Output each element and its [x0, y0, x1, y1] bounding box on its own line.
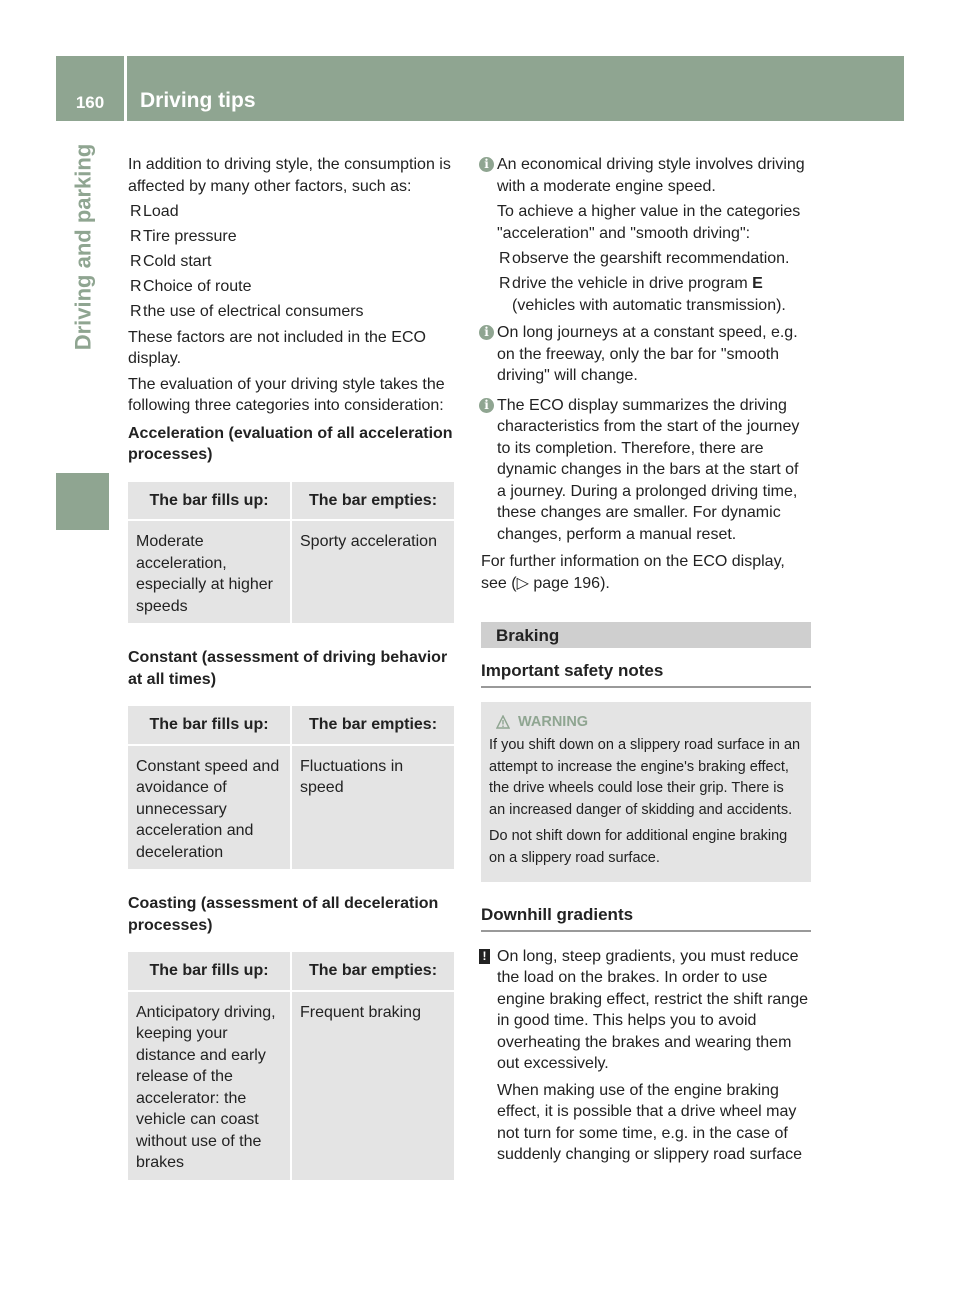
info-text: The ECO display summarizes the driving characteristics from the start of the journey to its completion. Therefore, there are dynamic changes in the bars at the start of a journey. During a prolonged driving time, these changes are smaller. For dynamic changes, perform a manual reset.	[497, 396, 800, 543]
list-item-text: drive the vehicle in drive program	[512, 275, 753, 292]
header-divider	[124, 56, 127, 121]
acceleration-table	[126, 482, 456, 624]
safety-notes-heading: Important safety notes	[481, 660, 811, 688]
list-item	[128, 226, 458, 248]
info-text: On long journeys at a constant speed, e.g. on the freeway, only the bar for "smooth driving" will change.	[497, 324, 798, 384]
table-header-fills: The bar fills up:	[128, 952, 290, 992]
notice-note	[481, 946, 811, 1166]
table-header-empties: The bar empties:	[292, 706, 454, 746]
table-header-fills: The bar fills up:	[128, 706, 290, 746]
table-cell-fills: Constant speed and avoidance of unnecessary acceleration and deceleration	[128, 746, 290, 870]
right-column	[481, 154, 811, 1171]
side-tab-label: Driving and parking	[70, 143, 96, 351]
table-cell-empties: Fluctuations in speed	[292, 746, 454, 870]
list-item	[497, 273, 811, 316]
page-reference-link[interactable]: page 196).	[528, 574, 610, 592]
list-item	[128, 301, 458, 323]
further-info	[481, 551, 811, 594]
warning-box	[481, 702, 811, 883]
exclamation-icon: !	[479, 949, 490, 964]
table-cell-fills: Anticipatory driving, keeping your distance and early release of the accelerator: the vehicle can coast without use of the brakes	[128, 992, 290, 1180]
warning-title-row	[489, 712, 803, 734]
warning-triangle-icon	[496, 715, 510, 729]
category-heading-coasting: Coasting (assessment of all deceleration processes)	[128, 895, 439, 934]
drive-program-label: E	[752, 275, 763, 292]
header-title: Driving tips	[140, 89, 256, 112]
info-subtext: To achieve a higher value in the categories "acceleration" and "smooth driving":	[497, 203, 801, 242]
notice-text: When making use of the engine braking effect, it is possible that a drive wheel may not turn for some time, e.g. in the case of suddenly changing or slippery road surface	[497, 1081, 803, 1163]
factors-list	[128, 201, 458, 323]
bullet-marker: R	[130, 278, 142, 295]
category-heading-constant: Constant (assessment of driving behavior at all times)	[128, 649, 448, 688]
category-heading-acceleration: Acceleration (evaluation of all acceleration processes)	[128, 424, 453, 463]
eco-note: These factors are not included in the ECO display.	[128, 328, 426, 367]
left-column	[128, 154, 458, 1204]
notice-text: On long, steep gradients, you must reduce the load on the brakes. In order to use engine braking effect, restrict the shift range in good time. This helps you to avoid overheating the brakes and wearing them out excessively.	[497, 947, 808, 1072]
further-info-text: For further information on the ECO display, see (	[481, 553, 785, 592]
evaluation-note: The evaluation of your driving style takes the following three categories into consideration:	[128, 375, 445, 414]
bullet-marker: R	[499, 250, 511, 267]
bullet-marker: R	[130, 303, 142, 320]
list-item-text: Load	[143, 203, 179, 220]
table-row	[128, 521, 454, 623]
bullet-marker: R	[130, 203, 142, 220]
coasting-table	[126, 952, 456, 1180]
list-item-text: Choice of route	[143, 278, 252, 295]
info-icon: i	[479, 398, 494, 413]
side-tab-marker	[56, 473, 109, 530]
info-icon: i	[479, 325, 494, 340]
list-item	[128, 201, 458, 223]
page-ref-arrow-icon: ▷	[516, 574, 529, 592]
warning-text: Do not shift down for additional engine braking on a slippery road surface.	[489, 828, 788, 866]
page-number: 160	[75, 93, 105, 112]
info-note	[481, 395, 811, 546]
table-header-fills: The bar fills up:	[128, 482, 290, 522]
info-icon: i	[479, 157, 494, 172]
list-item-text: Cold start	[143, 253, 212, 270]
info-text: An economical driving style involves driving with a moderate engine speed.	[497, 156, 805, 195]
list-item-text: the use of electrical consumers	[143, 303, 364, 320]
table-cell-empties: Sporty acceleration	[292, 521, 454, 623]
table-cell-fills: Moderate acceleration, especially at higher speeds	[128, 521, 290, 623]
bullet-marker: R	[130, 253, 142, 270]
info-note	[481, 154, 811, 316]
intro-text: In addition to driving style, the consumption is affected by many other factors, such as:	[128, 156, 451, 195]
table-header-empties: The bar empties:	[292, 482, 454, 522]
info-bullets	[497, 248, 811, 316]
table-cell-empties: Frequent braking	[292, 992, 454, 1180]
table-header-empties: The bar empties:	[292, 952, 454, 992]
info-note	[481, 322, 811, 387]
warning-title: WARNING	[518, 713, 589, 730]
constant-table	[126, 706, 456, 869]
list-item	[497, 248, 811, 270]
bullet-marker: R	[130, 228, 142, 245]
list-item-text: (vehicles with automatic transmission).	[512, 296, 786, 314]
list-item	[128, 276, 458, 298]
section-braking: Braking	[481, 622, 811, 648]
table-row	[128, 746, 454, 870]
list-item	[128, 251, 458, 273]
warning-text: If you shift down on a slippery road surface in an attempt to increase the engine's braking effect, the drive wheels could lose their grip. There is an increased danger of skidding and accidents.	[489, 737, 801, 818]
downhill-heading: Downhill gradients	[481, 904, 811, 932]
list-item-text: Tire pressure	[143, 228, 237, 245]
list-item-text: observe the gearshift recommendation.	[512, 250, 790, 267]
table-row	[128, 992, 454, 1180]
bullet-marker: R	[499, 275, 511, 292]
